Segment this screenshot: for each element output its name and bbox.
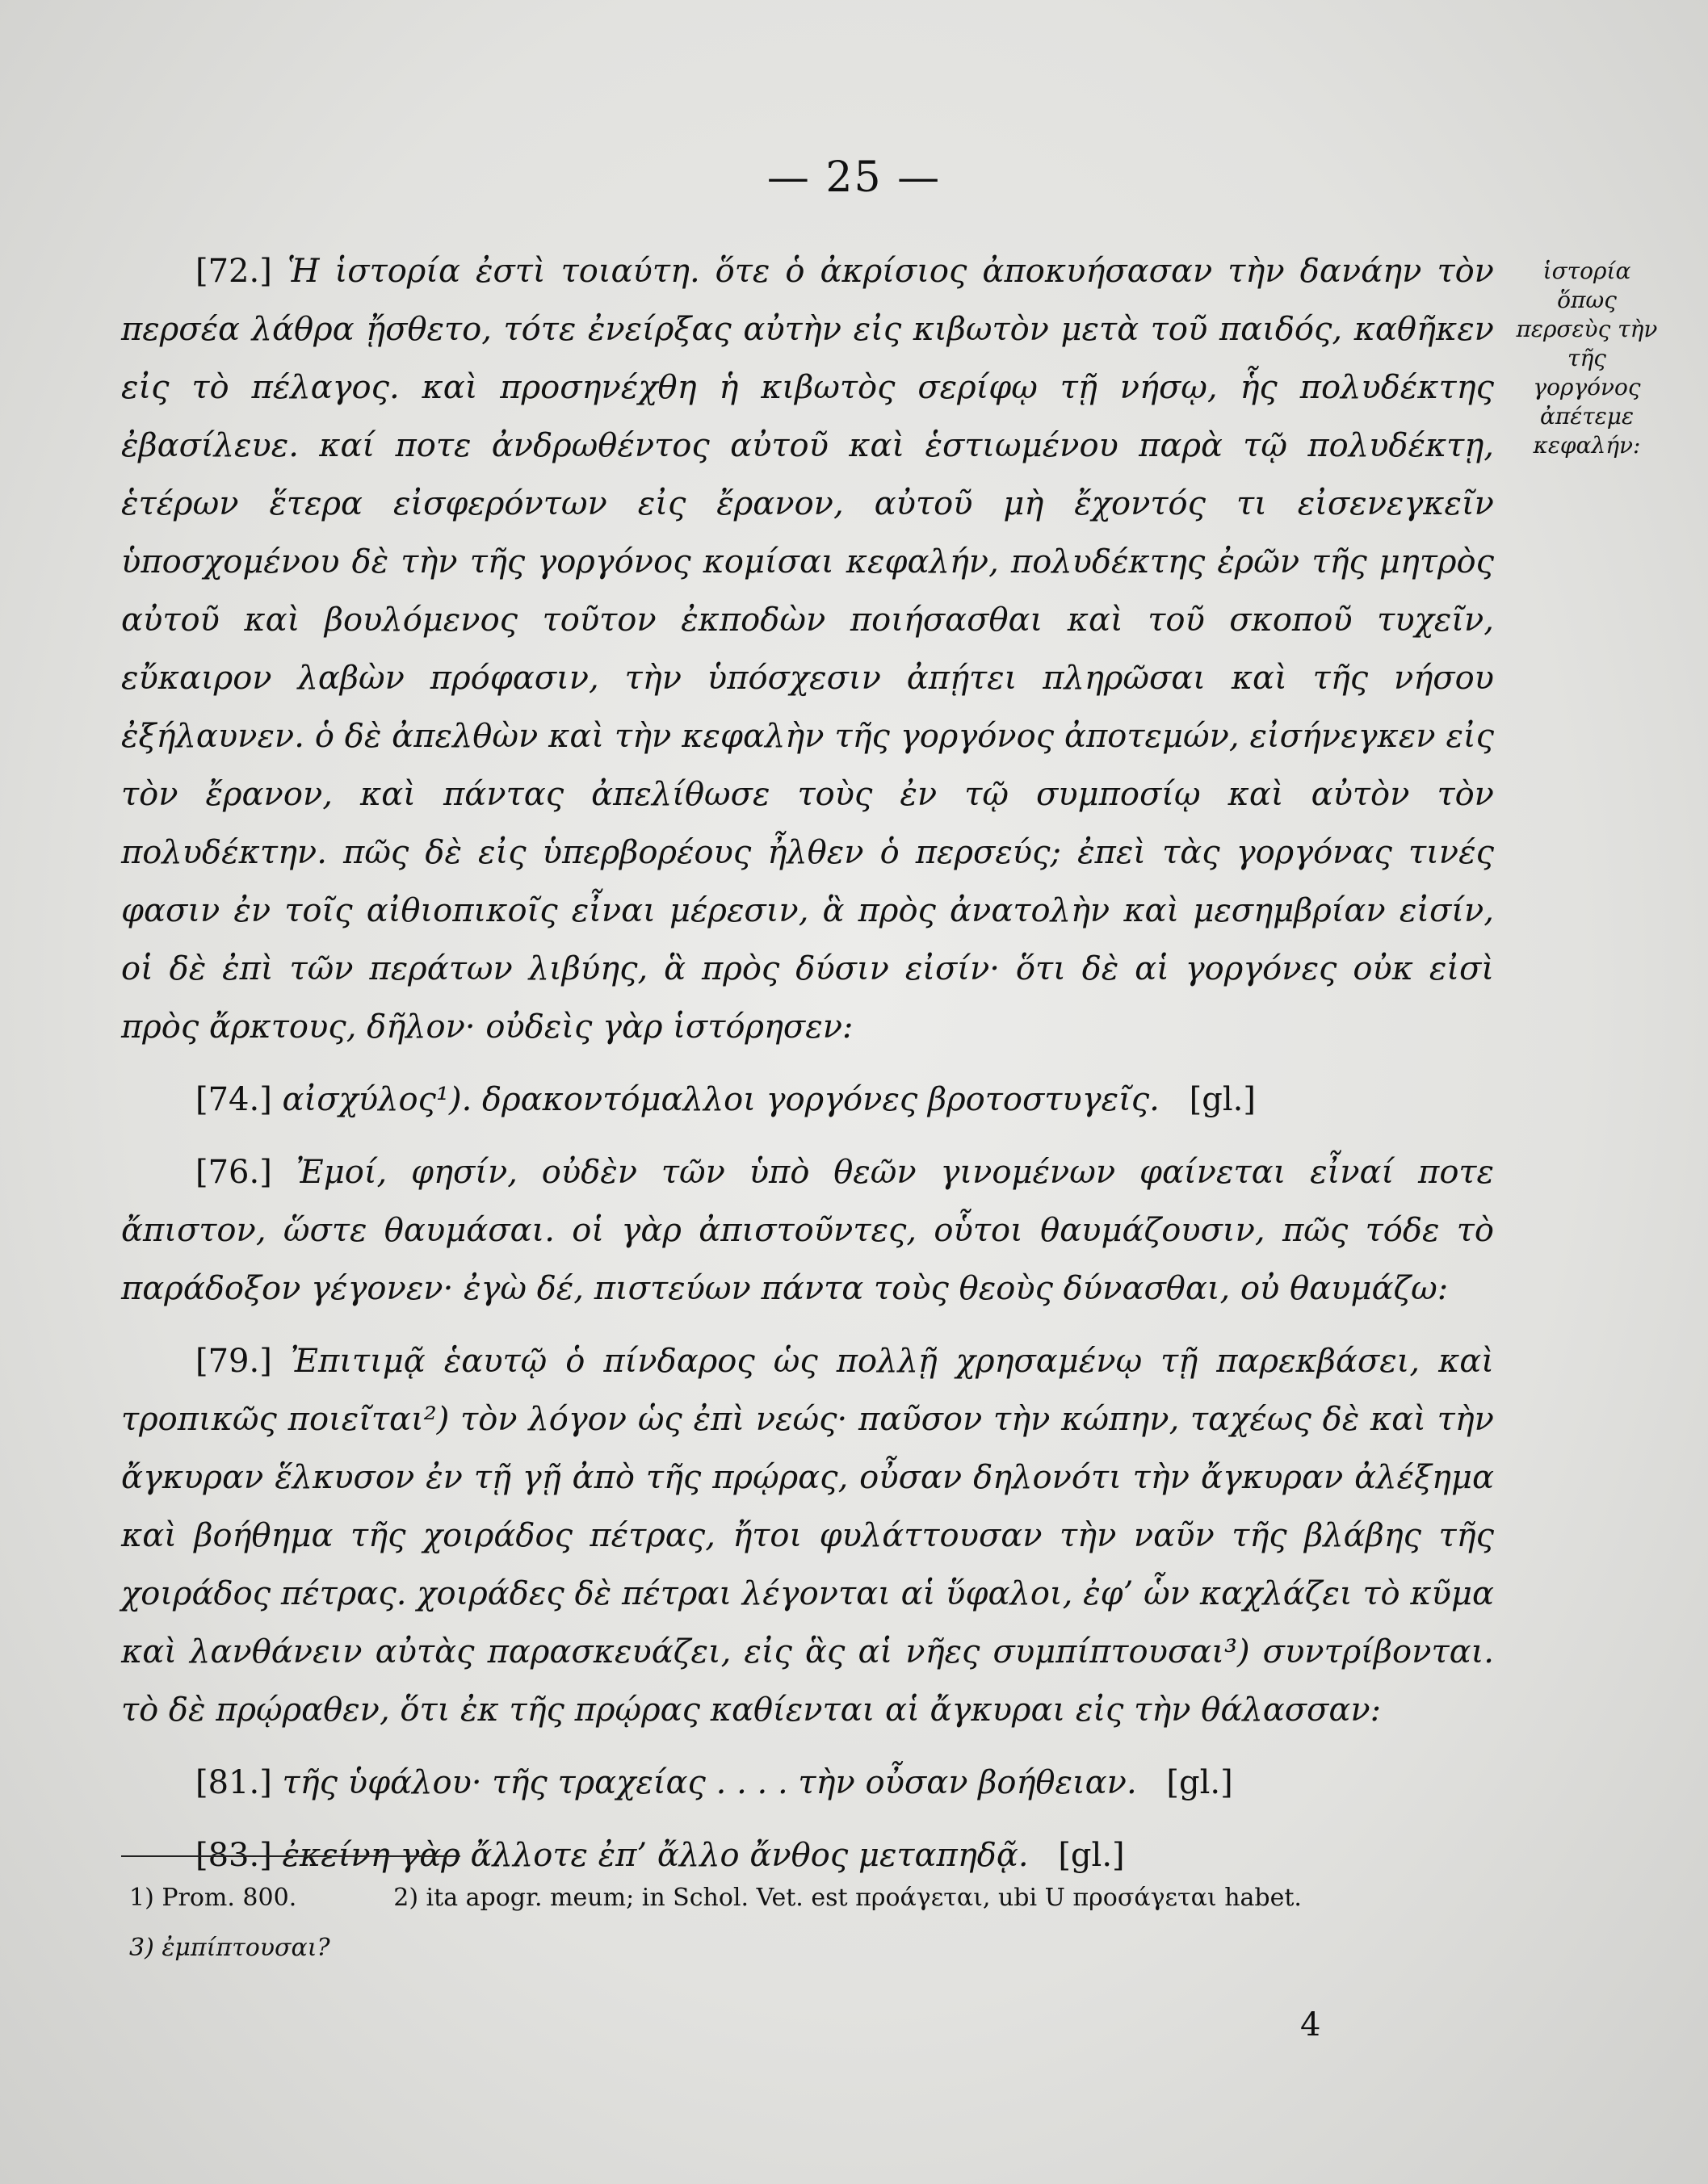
paragraph-81 <box>121 1754 1494 1812</box>
footnote-2: 2) ita apogr. meum; in Schol. Vet. est προάγεται, ubi U προσάγεται habet. <box>393 1884 1302 1912</box>
footnote-divider <box>121 1855 460 1857</box>
paragraph-text: ἐκείνη γὰρ ἄλλοτε ἐπ’ ἄλλο ἄνθος μεταπηδᾷ. <box>282 1837 1029 1874</box>
signature-mark: 4 <box>1300 2006 1321 2044</box>
paragraph-74 <box>121 1071 1494 1129</box>
margin-note: ἱστορία ὅπως περσεὺς τὴν τῆς γοργόνος ἀπέτεμε κεφαλήν: <box>1516 258 1658 459</box>
paragraph-76 <box>121 1143 1494 1318</box>
paragraph-79 <box>121 1332 1494 1739</box>
gloss-marker: [gl.] <box>1166 1764 1233 1801</box>
paragraph-text: τῆς ὑφάλου· τῆς τραχείας . . . . τὴν οὖσαν βοήθειαν. <box>282 1764 1137 1801</box>
paragraph-number: [79.] <box>195 1343 272 1380</box>
paragraph-number: [81.] <box>195 1764 272 1801</box>
page-number: — 25 — <box>766 153 942 202</box>
footnotes <box>121 1873 1494 1973</box>
footnote-row <box>121 1923 1494 1973</box>
paragraph-text: Ἐμοί, φησίν, οὐδὲν τῶν ὑπὸ θεῶν γινομένων φαίνεται εἶναί ποτε ἄπιστον, ὥστε θαυμάσαι. οἱ γὰρ ἀπιστοῦντες, οὗτοι θαυμάζουσιν, πῶς τόδε τὸ παράδοξον γέγονεν· ἐγὼ δέ, πιστεύων πάντα τοὺς θεοὺς δύνασθαι, οὐ θαυμάζω: <box>121 1154 1494 1307</box>
paragraph-number: [76.] <box>195 1154 272 1191</box>
footnote-row <box>121 1873 1494 1923</box>
paragraph-text: Ἡ ἱστορία ἐστὶ τοιαύτη. ὅτε ὁ ἀκρίσιος ἀποκυήσασαν τὴν δανάην τὸν περσέα λάθρα ᾔσθετο, τότε ἐνείρξας αὐτὴν εἰς κιβωτὸν μετὰ τοῦ παιδός, καθῆκεν εἰς τὸ πέλαγος. καὶ προσηνέχθη ἡ κιβωτὸς σερίφῳ τῇ νήσῳ, ἧς πολυδέκτης ἐβασίλευε. καί ποτε ἀνδρωθέντος αὐτοῦ καὶ ἑστιωμένου παρὰ τῷ πολυδέκτῃ, ἑτέρων ἕτερα εἰσφερόντων εἰς ἔρανον, αὐτοῦ μὴ ἔχοντός τι εἰσενεγκεῖν ὑποσχομένου δὲ τὴν τῆς γοργόνος κομίσαι κεφαλήν, πολυδέκτης ἐρῶν τῆς μητρὸς αὐτοῦ καὶ βουλόμενος τοῦτον ἐκποδὼν ποιήσασθαι καὶ τοῦ σκοποῦ τυχεῖν, εὔκαιρον λαβὼν πρόφασιν, τὴν ὑπόσχεσιν ἀπῄτει πληρῶσαι καὶ τῆς νήσου ἐξήλαυνεν. ὁ δὲ ἀπελθὼν καὶ τὴν κεφαλὴν τῆς γοργόνος ἀποτεμών, εἰσήνεγκεν εἰς τὸν ἔρανον, καὶ πάντας ἀπελίθωσε τοὺς ἐν τῷ συμποσίῳ καὶ αὐτὸν τὸν πολυδέκτην. πῶς δὲ εἰς ὑπερβορέους ἦλθεν ὁ περσεύς; ἐπεὶ τὰς γοργόνας τινές φασιν ἐν τοῖς αἰθιοπικοῖς εἶναι μέρεσιν, ἃ πρὸς ἀνατολὴν καὶ μεσημβρίαν εἰσίν, οἱ δὲ ἐπὶ τῶν περάτων λιβύης, ἃ πρὸς δύσιν εἰσίν· ὅτι δὲ αἱ γοργόνες οὐκ εἰσὶ πρὸς ἄρκτους, δῆλον· οὐδεὶς γὰρ ἱστόρησεν: <box>121 253 1494 1046</box>
footnote-1: 1) Prom. 800. <box>129 1884 297 1912</box>
gloss-marker: [gl.] <box>1058 1837 1125 1874</box>
paragraph-number: [72.] <box>195 253 272 290</box>
paragraph-number: [74.] <box>195 1081 272 1118</box>
footnote-3: 3) ἐμπίπτουσαι? <box>129 1934 330 1962</box>
paragraph-number: [83.] <box>195 1837 272 1874</box>
paragraph-72 <box>121 242 1494 1056</box>
paragraph-text: αἰσχύλος¹). δρακοντόμαλλοι γοργόνες βροτοστυγεῖς. <box>282 1081 1160 1118</box>
paragraph-text: Ἐπιτιμᾷ ἑαυτῷ ὁ πίνδαρος ὡς πολλῇ χρησαμένῳ τῇ παρεκβάσει, καὶ τροπικῶς ποιεῖται²) τὸν λόγον ὡς ἐπὶ νεώς· παῦσον τὴν κώπην, ταχέως δὲ καὶ τὴν ἄγκυραν ἕλκυσον ἐν τῇ γῇ ἀπὸ τῆς πρῴρας, οὖσαν δηλονότι τὴν ἄγκυραν ἀλέξημα καὶ βοήθημα τῆς χοιράδος πέτρας, ἤτοι φυλάττουσαν τὴν ναῦν τῆς βλάβης τῆς χοιράδος πέτρας. χοιράδες δὲ πέτραι λέγονται αἱ ὕφαλοι, ἐφ’ ὧν καχλάζει τὸ κῦμα καὶ λανθάνειν αὐτὰς παρασκευάζει, εἰς ἃς αἱ νῆες συμπίπτουσαι³) συντρίβονται. τὸ δὲ πρῴραθεν, ὅτι ἐκ τῆς πρῴρας καθίενται αἱ ἄγκυραι εἰς τὴν θάλασσαν: <box>121 1343 1494 1729</box>
main-text <box>121 242 1494 1884</box>
gloss-marker: [gl.] <box>1189 1081 1256 1118</box>
